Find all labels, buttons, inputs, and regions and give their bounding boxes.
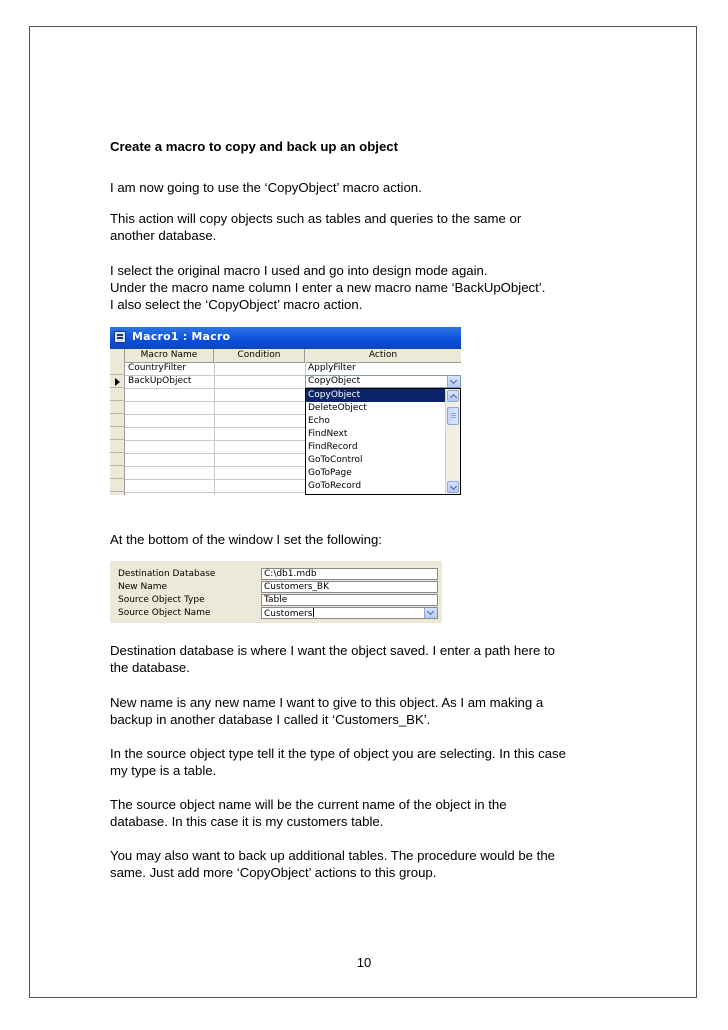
header-corner <box>110 349 125 362</box>
row-selector[interactable] <box>110 362 125 375</box>
paragraph-line: This action will copy objects such as tables and queries to the same or <box>110 211 522 226</box>
window-title: Macro1 : Macro <box>132 330 231 343</box>
dropdown-button[interactable] <box>424 608 437 618</box>
dropdown-item-findnext[interactable]: FindNext <box>308 429 348 439</box>
window-title-bar[interactable] <box>110 327 461 349</box>
column-header-macro-name[interactable]: Macro Name <box>125 349 214 362</box>
argument-label: Source Object Type <box>118 595 205 605</box>
new-name-field[interactable]: Customers_BK <box>261 581 438 593</box>
action-arguments-panel <box>110 561 442 623</box>
destination-database-field[interactable]: C:\db1.mdb <box>261 568 438 580</box>
paragraph-line: You may also want to back up additional tables. The procedure would be the <box>110 848 556 863</box>
page-number: 10 <box>356 955 372 970</box>
row-selector[interactable] <box>110 427 125 440</box>
paragraph-line: another database. <box>110 228 217 243</box>
action-combo-value: CopyObject <box>308 376 361 386</box>
argument-label: Source Object Name <box>118 608 211 618</box>
dropdown-item-gotocontrol[interactable]: GoToControl <box>308 455 363 465</box>
paragraph-line: Under the macro name column I enter a new macro name ‘BackUpObject’. <box>110 280 546 295</box>
dropdown-button[interactable] <box>447 376 460 387</box>
paragraph-line: backup in another database I called it ‘Customers_BK’. <box>110 712 431 727</box>
argument-label: Destination Database <box>118 569 216 579</box>
grid-line <box>125 492 305 493</box>
row-selector[interactable] <box>110 414 125 427</box>
grid-line <box>125 453 305 454</box>
row-selector-column <box>110 362 125 495</box>
grid-line <box>125 479 305 480</box>
grid-line <box>125 414 305 415</box>
row-selector[interactable] <box>110 388 125 401</box>
macro-design-window <box>110 327 461 495</box>
macro-name-cell[interactable]: CountryFilter <box>128 363 187 373</box>
paragraph-line: At the bottom of the window I set the following: <box>110 532 382 547</box>
column-header-action[interactable]: Action <box>368 350 398 360</box>
chevron-down-icon <box>450 377 457 384</box>
action-combo-box[interactable] <box>305 375 461 388</box>
grid-header <box>110 349 461 363</box>
grid-line <box>125 401 305 402</box>
paragraph-line: Destination database is where I want the object saved. I enter a path here to <box>110 643 555 658</box>
macro-name-cell[interactable]: BackUpObject <box>128 376 192 386</box>
dropdown-item-deleteobject[interactable]: DeleteObject <box>308 403 367 413</box>
paragraph-line: my type is a table. <box>110 763 217 778</box>
scroll-down-button[interactable] <box>447 481 459 493</box>
scroll-thumb[interactable] <box>447 407 459 425</box>
macro-icon <box>114 331 126 343</box>
column-header-condition[interactable]: Condition <box>214 349 305 362</box>
current-row-arrow-icon <box>115 378 120 386</box>
grid-line <box>214 362 215 495</box>
chevron-up-icon <box>450 394 457 401</box>
text-caret <box>313 608 314 617</box>
source-object-type-field[interactable]: Table <box>261 594 438 606</box>
paragraph-line: the database. <box>110 660 190 675</box>
grid-line <box>125 427 305 428</box>
dropdown-item-copyobject[interactable]: CopyObject <box>306 389 446 402</box>
source-object-name-combo[interactable] <box>261 607 438 619</box>
paragraph-line: I am now going to use the ‘CopyObject’ macro action. <box>110 180 422 195</box>
row-selector[interactable] <box>110 375 125 388</box>
row-selector[interactable] <box>110 466 125 479</box>
dropdown-item-gotopage[interactable]: GoToPage <box>308 468 352 478</box>
scroll-up-button[interactable] <box>447 390 459 402</box>
paragraph-line: The source object name will be the current name of the object in the <box>110 797 507 812</box>
paragraph-line: New name is any new name I want to give to this object. As I am making a <box>110 695 544 710</box>
chevron-down-icon <box>450 483 457 490</box>
paragraph-line: I select the original macro I used and go into design mode again. <box>110 263 488 278</box>
row-selector[interactable] <box>110 453 125 466</box>
action-dropdown-list[interactable] <box>305 388 461 495</box>
grid-line <box>125 440 305 441</box>
chevron-down-icon <box>427 608 434 615</box>
action-cell[interactable]: ApplyFilter <box>308 363 356 373</box>
dropdown-scrollbar[interactable] <box>445 389 460 494</box>
paragraph-line: I also select the ‘CopyObject’ macro action. <box>110 297 363 312</box>
paragraph-line: In the source object type tell it the type of object you are selecting. In this case <box>110 746 566 761</box>
section-heading: Create a macro to copy and back up an object <box>110 139 399 154</box>
row-selector[interactable] <box>110 479 125 492</box>
dropdown-item-findrecord[interactable]: FindRecord <box>308 442 358 452</box>
row-selector[interactable] <box>110 401 125 414</box>
grid-line <box>125 466 305 467</box>
paragraph-line: database. In this case it is my customers table. <box>110 814 384 829</box>
argument-label: New Name <box>118 582 168 592</box>
source-object-name-value: Customers <box>264 609 313 619</box>
dropdown-item-echo[interactable]: Echo <box>308 416 330 426</box>
row-selector[interactable] <box>110 440 125 453</box>
paragraph-line: same. Just add more ‘CopyObject’ actions to this group. <box>110 865 437 880</box>
dropdown-item-gotorecord[interactable]: GoToRecord <box>308 481 362 491</box>
